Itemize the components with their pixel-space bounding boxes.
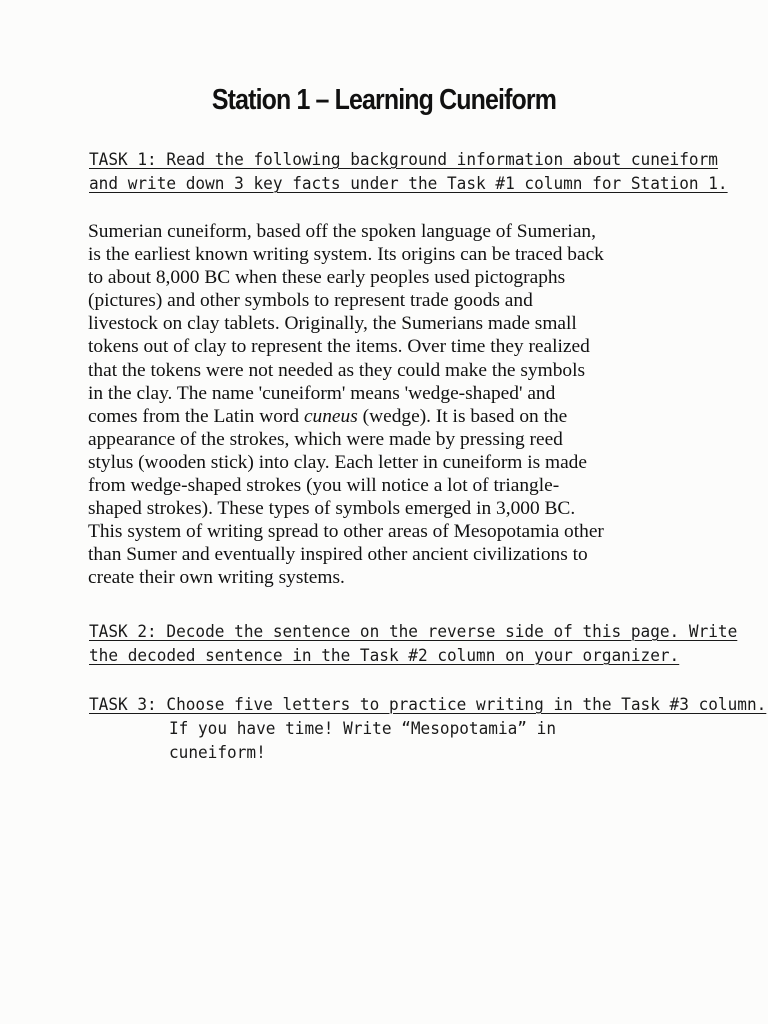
passage-line: shaped strokes). These types of symbols emerged in 3,000 BC. bbox=[88, 498, 576, 520]
passage-line: appearance of the strokes, which were made by pressing reed bbox=[88, 428, 563, 450]
task-3-instructions bbox=[89, 693, 766, 765]
passage-line: livestock on clay tablets. Originally, the Sumerians made small bbox=[88, 313, 577, 335]
background-passage bbox=[88, 220, 688, 590]
passage-line: create their own writing systems. bbox=[88, 567, 345, 589]
task-1-instructions bbox=[89, 148, 728, 196]
task-2-line-2: the decoded sentence in the Task #2 column on your organizer. bbox=[89, 646, 680, 666]
passage-line-start: comes from the Latin word bbox=[88, 405, 304, 427]
task-3-line-1: TASK 3: Choose five letters to practice writing in the Task #3 column. bbox=[89, 695, 767, 715]
passage-line: than Sumer and eventually inspired other ancient civilizations to bbox=[88, 544, 588, 566]
passage-line: Sumerian cuneiform, based off the spoken language of Sumerian, bbox=[88, 221, 596, 242]
page-title: Station 1 – Learning Cuneiform bbox=[211, 84, 557, 116]
passage-line: from wedge-shaped strokes (you will notice a lot of triangle- bbox=[88, 475, 560, 497]
passage-line-end: (wedge). It is based on the bbox=[357, 405, 568, 427]
passage-line: stylus (wooden stick) into clay. Each letter in cuneiform is made bbox=[88, 451, 587, 473]
passage-line: in the clay. The name 'cuneiform' means 'wedge-shaped' and bbox=[88, 382, 556, 404]
passage-line: is the earliest known writing system. Its origins can be traced back bbox=[88, 244, 604, 266]
passage-line: that the tokens were not needed as they could make the symbols bbox=[88, 359, 586, 381]
passage-line bbox=[88, 405, 688, 428]
task-1-line-2: and write down 3 key facts under the Task #1 column for Station 1. bbox=[89, 174, 728, 194]
passage-line: to about 8,000 BC when these early peoples used pictographs bbox=[88, 267, 566, 289]
passage-line: tokens out of clay to represent the items. Over time they realized bbox=[88, 336, 590, 358]
task-2-instructions bbox=[89, 620, 737, 668]
task-3-line-3: cuneiform! bbox=[168, 743, 266, 763]
task-2-line-1: TASK 2: Decode the sentence on the reverse side of this page. Write bbox=[89, 622, 738, 642]
passage-line: This system of writing spread to other areas of Mesopotamia other bbox=[88, 521, 604, 543]
task-3-line-2: If you have time! Write “Mesopotamia” in bbox=[168, 719, 557, 739]
passage-line: (pictures) and other symbols to represent trade goods and bbox=[88, 290, 533, 312]
latin-word-cuneus: cuneus bbox=[303, 405, 358, 427]
task-1-line-1: TASK 1: Read the following background information about cuneiform bbox=[89, 150, 718, 170]
